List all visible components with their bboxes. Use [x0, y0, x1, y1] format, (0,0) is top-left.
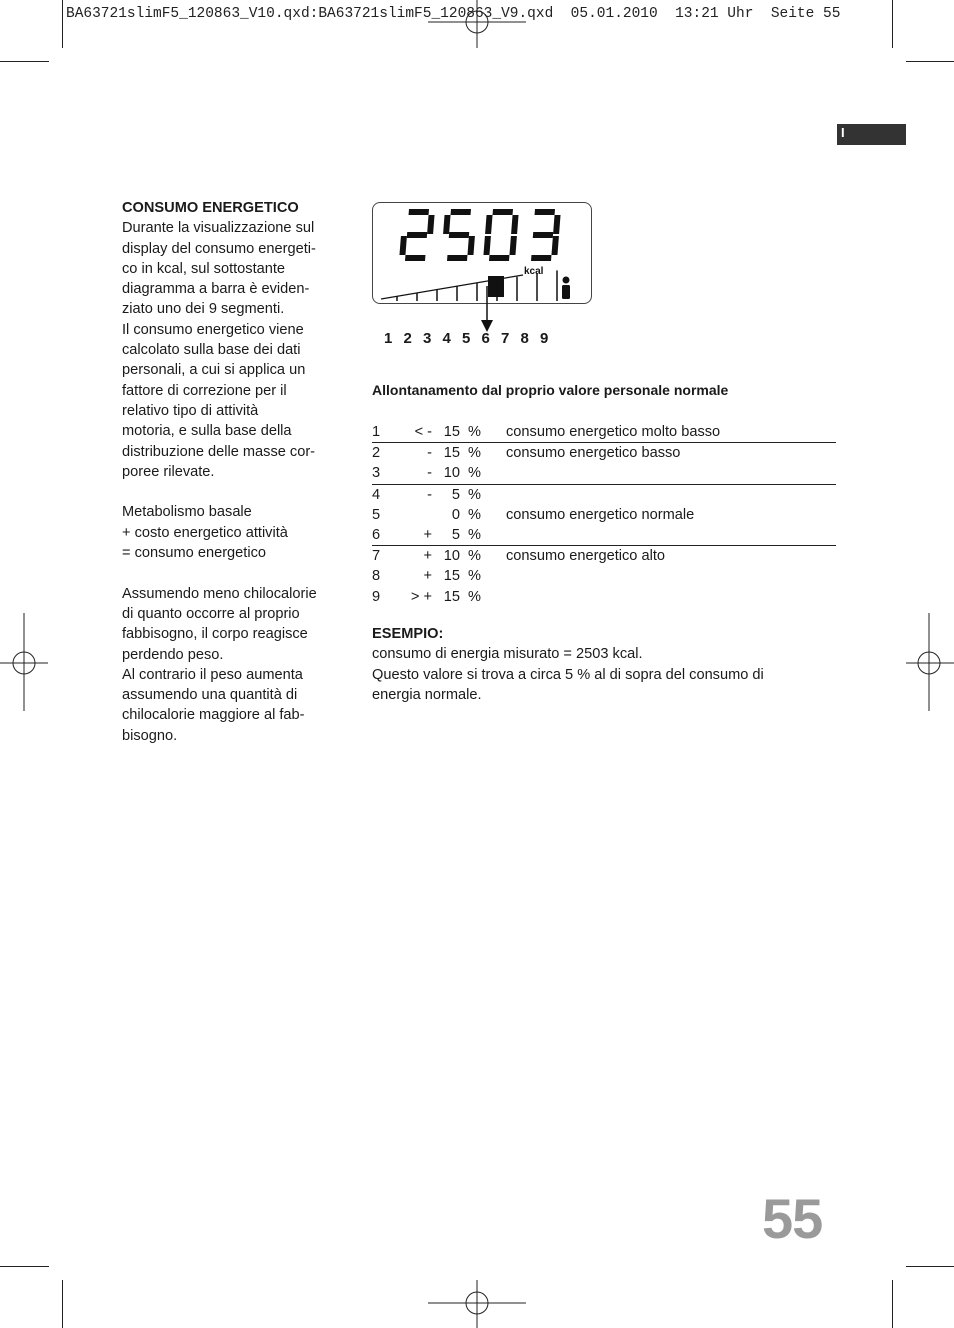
cell-val: 10: [432, 546, 460, 567]
table-row: [372, 566, 836, 586]
left-column: [122, 198, 344, 746]
cell-val: 10: [443, 465, 460, 482]
cell-sign: -: [427, 465, 432, 482]
cell-val: 15: [432, 443, 460, 464]
lcd-segment: [449, 232, 469, 238]
segment-number: 6: [481, 330, 490, 347]
cell-pct: %: [468, 588, 481, 605]
cell-pct: %: [460, 484, 506, 505]
example-block: [372, 624, 836, 705]
text-line: + costo energetico attività: [122, 524, 288, 541]
cell-pct: %: [468, 568, 481, 585]
table-row: [372, 587, 836, 607]
segment-number: 2: [403, 330, 412, 347]
lcd-segment: [511, 215, 518, 234]
text-line: = consumo energetico: [122, 545, 266, 562]
text-line: Al contrario il peso aumenta: [122, 666, 303, 683]
text-line: co in kcal, sul sottostante: [122, 260, 286, 277]
cell-pct: %: [460, 443, 506, 464]
page-number: 55: [762, 1187, 823, 1250]
text-line: chilocalorie maggiore al fab-: [122, 707, 305, 724]
text-line: calcolato sulla base dei dati: [122, 342, 301, 359]
person-icon-body: [562, 285, 570, 299]
lcd-segment: [553, 215, 560, 234]
lcd-segment: [489, 255, 509, 261]
cell-sign: +: [423, 527, 432, 544]
cell-sign: +: [423, 568, 432, 585]
cell-val: 5: [432, 484, 460, 505]
lcd-segment: [407, 232, 427, 238]
table-row: [372, 422, 836, 443]
text-line: Metabolismo basale: [122, 504, 252, 521]
print-slug: BA63721slimF5_120863_V10.qxd:BA63721slimF5_120863_V9.qxd 05.01.2010 13:21 Uhr Seite 55: [66, 6, 841, 22]
cell-desc: [506, 587, 836, 607]
lcd-segment: [451, 209, 471, 215]
table-row: [372, 525, 836, 546]
crop-mark: [62, 0, 63, 48]
lcd-segment: [447, 255, 467, 261]
lcd-segment: [443, 215, 450, 234]
text-line: personali, a cui si applica un: [122, 362, 306, 379]
lcd-segment: [509, 236, 516, 255]
lcd-segment: [427, 215, 434, 234]
cell-desc: consumo energetico normale: [506, 506, 695, 523]
text-line: Il consumo energetico viene: [122, 321, 304, 338]
person-icon-head: [563, 277, 570, 284]
deviation-heading: Allontanamento dal proprio valore personale normale: [372, 382, 729, 398]
segment-number: 7: [501, 330, 510, 347]
registration-mark-bottom: [428, 1278, 528, 1328]
text-line: Durante la visualizzazione sul: [122, 220, 315, 237]
lcd-segment: [467, 236, 474, 255]
cell-pct: %: [468, 424, 481, 440]
crop-mark: [0, 61, 49, 62]
text-line: assumendo una quantità di: [122, 687, 298, 704]
segment-number: 5: [462, 330, 471, 347]
segment-number: 4: [442, 330, 451, 347]
cell-desc: consumo energetico basso: [506, 443, 836, 464]
registration-mark-left: [0, 613, 50, 713]
segment-pointer-arrow: [477, 286, 497, 334]
cell-pct: %: [468, 506, 481, 523]
cell-pct: %: [468, 465, 481, 482]
lcd-segment: [535, 209, 555, 215]
text-line: fabbisogno, il corpo reagisce: [122, 626, 308, 643]
segment-number: 9: [540, 330, 549, 347]
cell-n: 1: [372, 424, 381, 440]
kcal-label: kcal: [524, 266, 544, 277]
text-line: diagramma a barra è eviden-: [122, 281, 310, 298]
formula-block: [122, 502, 344, 563]
lcd-segment: [493, 209, 513, 215]
registration-mark-right: [904, 613, 954, 713]
segment-number: 3: [423, 330, 432, 347]
segment-numbers: [384, 330, 560, 347]
table-row: [372, 546, 836, 567]
lcd-segment: [533, 232, 553, 238]
cell-sign: -: [402, 443, 432, 464]
table-row: [372, 463, 836, 484]
crop-mark: [906, 1266, 954, 1267]
deviation-table: [372, 422, 836, 607]
text-line: Questo valore si trova a circa 5 % al di sopra del consumo di: [372, 666, 764, 683]
text-line: poree rilevate.: [122, 463, 215, 480]
cell-desc: [506, 525, 836, 546]
cell-n: 7: [372, 546, 402, 567]
example-text: [372, 644, 836, 705]
cell-sign: +: [402, 546, 432, 567]
cell-n: 2: [372, 443, 402, 464]
cell-n: 9: [372, 588, 381, 605]
text-line: ziato uno dei 9 segmenti.: [122, 301, 285, 318]
table-row: [372, 505, 836, 525]
text-line: bisogno.: [122, 727, 178, 744]
segment-number: 1: [384, 330, 393, 347]
lcd-segment: [485, 215, 492, 234]
cell-desc: consumo energetico alto: [506, 546, 836, 567]
weight-paragraph: [122, 584, 344, 746]
lcd-segment: [409, 209, 429, 215]
cell-val: 0: [451, 506, 460, 523]
text-line: perdendo peso.: [122, 646, 224, 663]
cell-n: 5: [372, 506, 381, 523]
cell-desc: consumo energetico molto basso: [506, 424, 721, 440]
cell-val: 5: [451, 527, 460, 544]
cell-n: 3: [372, 465, 381, 482]
text-line: consumo di energia misurato = 2503 kcal.: [372, 646, 643, 663]
cell-pct: %: [460, 546, 506, 567]
cell-sign: < -: [414, 424, 432, 440]
crop-mark: [62, 1280, 63, 1328]
crop-mark: [892, 1280, 893, 1328]
cell-desc: [506, 566, 836, 586]
table-row: [372, 484, 836, 505]
language-tab-label: I: [841, 125, 845, 140]
text-line: motoria, e sulla base della: [122, 423, 292, 440]
cell-sign: -: [402, 484, 432, 505]
section-title: CONSUMO ENERGETICO: [122, 200, 299, 216]
lcd-segment: [531, 255, 551, 261]
cell-pct: %: [468, 527, 481, 544]
intro-paragraph: [122, 218, 344, 482]
crop-mark: [906, 61, 954, 62]
text-line: distribuzione delle masse cor-: [122, 443, 316, 460]
text-line: display del consumo energeti-: [122, 240, 316, 257]
example-title: ESEMPIO:: [372, 626, 444, 642]
cell-desc: [506, 463, 836, 484]
language-tab: [837, 124, 906, 145]
cell-n: 8: [372, 568, 381, 585]
cell-desc: [506, 484, 836, 505]
segment-number: 8: [520, 330, 529, 347]
cell-n: 6: [372, 527, 381, 544]
text-line: Assumendo meno chilocalorie: [122, 585, 317, 602]
cell-sign: > +: [410, 588, 432, 605]
lcd-segment: [551, 236, 558, 255]
lcd-segment: [405, 255, 425, 261]
crop-mark: [0, 1266, 49, 1267]
text-line: di quanto occorre al proprio: [122, 605, 300, 622]
table-row: [372, 443, 836, 464]
cell-val: 15: [443, 588, 460, 605]
crop-mark: [892, 0, 893, 48]
text-line: relativo tipo di attività: [122, 402, 259, 419]
cell-val: 15: [443, 424, 460, 440]
lcd-segment: [399, 236, 406, 255]
cell-val: 15: [443, 568, 460, 585]
cell-n: 4: [372, 484, 402, 505]
cell-sign: [402, 505, 432, 525]
text-line: energia normale.: [372, 686, 482, 703]
text-line: fattore di correzione per il: [122, 382, 287, 399]
lcd-segment: [483, 236, 490, 255]
